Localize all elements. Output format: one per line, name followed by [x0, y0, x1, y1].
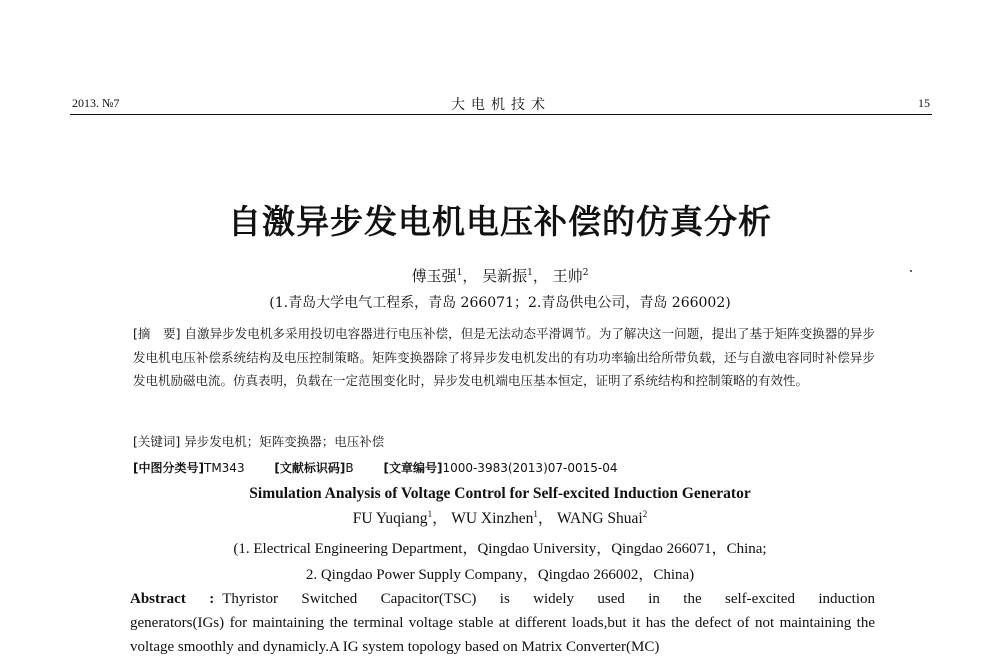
author-affil-mark: 1 — [427, 508, 433, 519]
journal-issue: 2013. №7 — [72, 96, 120, 110]
author-cn: 傅玉强 — [411, 267, 457, 285]
paper-title-cn: 自激异步发电机电压补偿的仿真分析 — [228, 202, 772, 241]
author-en: WU Xinzhen — [451, 510, 534, 527]
abstract-en-first-line — [130, 587, 875, 611]
author-separator: ， — [462, 267, 478, 285]
author-en: FU Yuqiang — [352, 510, 428, 527]
author-affil-mark: 1 — [533, 508, 538, 519]
page-number: 15 — [918, 96, 930, 110]
abstract-cn-text: 自激异步发电机多采用投切电容器进行电压补偿，但是无法动态平滑调节。为了解决这一问题，提出了基于矩阵变换器的异步发电机电压补偿系统结构及电压控制策略。矩阵变换器除了将异步发电机发出的有功功率输出给所带负载，还与自激电容同时补偿异步发电机励磁电流。仿真表明，负载在一定范围变化时，异步发电机端电压基本恒定，证明了系统结构和控制策略的有效性。 — [133, 326, 875, 388]
abstract-en-line1: Thyristor Switched Capacitor(TSC) is widely used in the self-excited induction — [222, 591, 875, 607]
running-header — [70, 94, 932, 115]
article-number: [文章编号]1000-3983(2013)07-0015-04 — [383, 461, 618, 475]
author-affil-mark: 2 — [642, 508, 648, 519]
author-affil-mark: 1 — [527, 268, 533, 278]
author-en: WANG Shuai — [557, 510, 643, 527]
abstract-cn — [133, 322, 875, 393]
affiliation-en-2: 2. Qingdao Power Supply Company，Qingdao 266002，China) — [305, 567, 695, 583]
clc-number: [中图分类号]TM343 — [133, 461, 245, 475]
abstract-en — [130, 587, 875, 659]
paper-title-en: Simulation Analysis of Voltage Control for Self-excited Induction Generator — [249, 485, 751, 502]
scan-speck — [910, 270, 912, 272]
author-affil-mark: 2 — [582, 268, 589, 278]
keywords-cn — [133, 432, 875, 450]
keywords-cn-label: [关键词] — [133, 434, 181, 449]
author-cn: 王帅 — [552, 267, 583, 285]
abstract-en-label: Abstract : — [130, 591, 215, 607]
journal-name: 大电机技术 — [451, 97, 551, 113]
abstract-en-rest: generators(IGs) for maintaining the terminal voltage stable at different loads,but it has the defect of not maintaining the voltage smoothly and dynamicly.A IG system topology based on Matrix Converter(MC) — [130, 615, 875, 655]
author-separator: ， — [432, 510, 448, 527]
authors-en — [0, 506, 1000, 528]
authors-cn — [0, 265, 1000, 286]
author-affil-mark: 1 — [456, 268, 463, 278]
author-cn: 吴新振 — [482, 267, 528, 285]
document-code: [文献标识码]B — [274, 461, 354, 475]
abstract-cn-label: [摘 要] — [133, 326, 181, 341]
affiliation-cn: (1.青岛大学电气工程系，青岛 266071；2.青岛供电公司，青岛 266002) — [269, 295, 731, 311]
author-separator: ， — [537, 510, 554, 527]
classification-line — [133, 459, 875, 476]
author-separator: ， — [532, 267, 548, 285]
affiliation-en-1: (1. Electrical Engineering Department，Qingdao University，Qingdao 266071，China; — [233, 541, 767, 557]
keywords-cn-text: 异步发电机；矩阵变换器；电压补偿 — [184, 434, 385, 449]
